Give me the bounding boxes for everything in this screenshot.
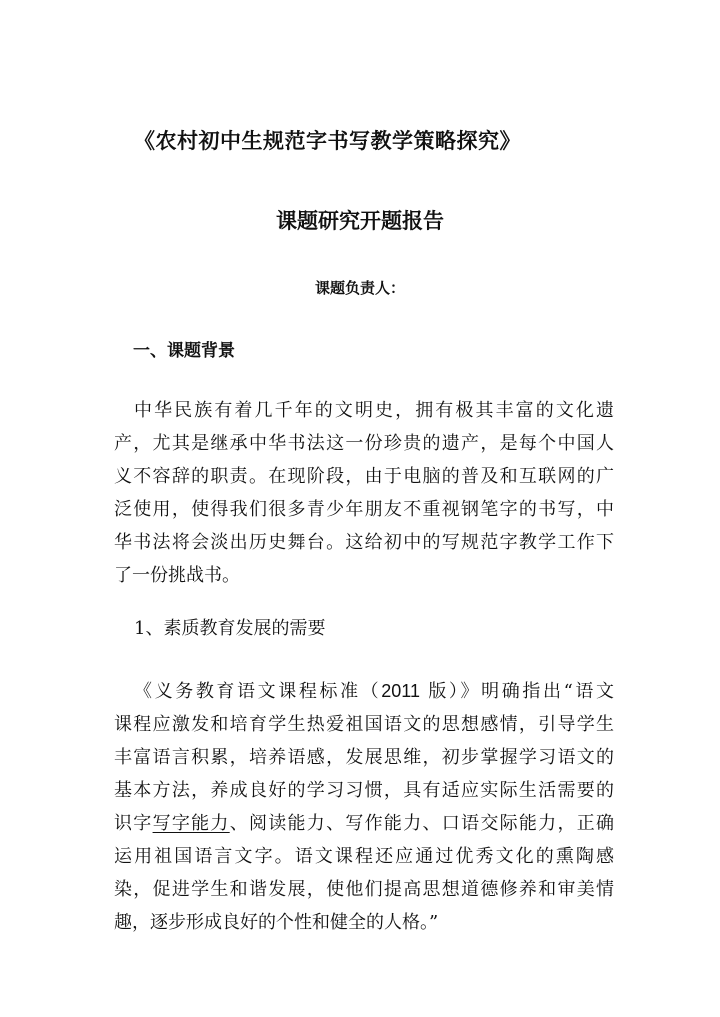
subsection-heading-quality-education: 1、素质教育发展的需要 xyxy=(134,618,326,639)
paragraph-text: 识字 xyxy=(114,813,153,834)
paragraph-line: 了一份挑战书。 xyxy=(114,565,240,586)
paragraph-line: 趣，逐步形成良好的个性和健全的人格。” xyxy=(114,912,439,933)
paragraph-line: 中华民族有着几千年的文明史，拥有极其丰富的文化遗 xyxy=(134,400,614,421)
paragraph-text: 、阅读能力、写作能力、口语交际能力，正确 xyxy=(229,813,615,834)
paragraph-line: 丰富语言积累，培养语感，发展思维，初步掌握学习语文的 xyxy=(114,747,614,768)
background-paragraph xyxy=(114,394,614,592)
paragraph-line: 义不容辞的职责。在现阶段，由于电脑的普及和互联网的广 xyxy=(114,466,614,487)
paragraph-line xyxy=(114,675,614,708)
paragraph-line: 基本方法，养成良好的学习习惯，具有适应实际生活需要的 xyxy=(114,780,614,801)
paragraph-line: 泛使用，使得我们很多青少年朋友不重视钢笔字的书写，中 xyxy=(114,499,614,520)
year-text: 2011 xyxy=(381,681,420,701)
paragraph-line: 产，尤其是继承中华书法这一份珍贵的遗产，是每个中国人 xyxy=(114,433,614,454)
section-heading-background: 一、课题背景 xyxy=(133,341,235,361)
document-title: 《农村初中生规范字书写教学策略探究》 xyxy=(134,128,521,153)
paragraph-line: 华书法将会淡出历史舞台。这给初中的写规范字教学工作下 xyxy=(114,532,614,553)
curriculum-standard-paragraph xyxy=(114,675,614,939)
paragraph-line xyxy=(114,807,614,840)
paragraph-text: 《义务教育语文课程标准（ xyxy=(134,681,382,702)
document-subtitle: 课题研究开题报告 xyxy=(276,208,444,233)
responsible-label: 课题负责人： xyxy=(314,279,405,297)
paragraph-text: 版）》明确指出“语文 xyxy=(420,681,614,702)
underlined-text: 写字能力 xyxy=(152,813,230,834)
paragraph-line: 运用祖国语言文字。语文课程还应通过优秀文化的熏陶感 xyxy=(114,846,614,867)
paragraph-line: 染，促进学生和谐发展，使他们提高思想道德修养和审美情 xyxy=(114,879,614,900)
paragraph-line: 课程应激发和培育学生热爱祖国语文的思想感情，引导学生 xyxy=(114,714,614,735)
